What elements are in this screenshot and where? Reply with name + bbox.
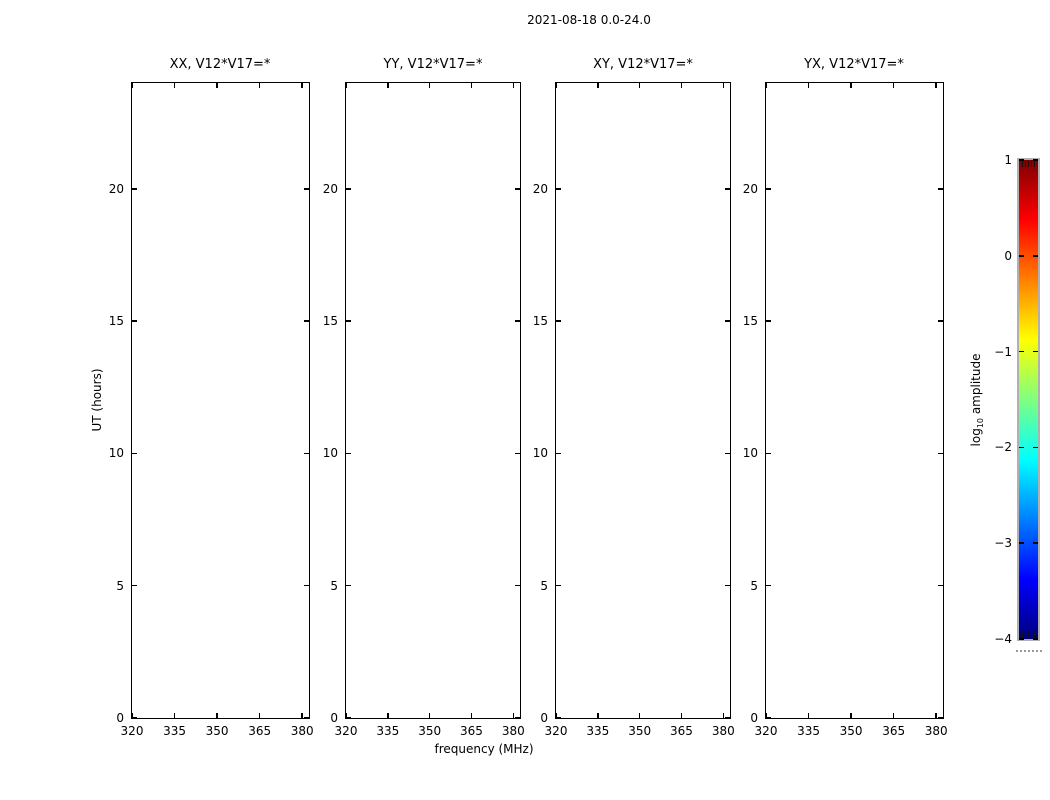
x-tick xyxy=(471,83,473,88)
y-tick-label: 10 xyxy=(742,446,758,461)
colorbar-end-hatch xyxy=(1022,632,1023,638)
x-tick xyxy=(174,83,176,88)
colorbar-end-hatch xyxy=(1034,632,1035,638)
y-tick-label: 5 xyxy=(116,578,124,593)
colorbar-label-subscript: 10 xyxy=(976,417,986,429)
y-tick xyxy=(132,188,137,190)
subplot-title-xy: XY, V12*V17=* xyxy=(593,57,693,72)
colorbar-end-hatch xyxy=(1031,161,1032,167)
x-tick-label: 380 xyxy=(711,724,735,738)
colorbar-gradient xyxy=(1019,160,1038,639)
x-tick xyxy=(893,83,895,88)
colorbar-tick xyxy=(1033,351,1038,353)
y-tick xyxy=(556,320,561,322)
y-tick-label: 10 xyxy=(532,446,548,461)
x-tick xyxy=(808,83,810,88)
x-tick xyxy=(597,83,599,88)
colorbar-end-hatch xyxy=(1025,632,1026,638)
colorbar-tick xyxy=(1033,255,1038,257)
y-tick xyxy=(132,453,137,455)
subplot-title-yy: YY, V12*V17=* xyxy=(383,57,483,72)
x-tick xyxy=(259,83,261,88)
x-tick-label: 335 xyxy=(797,724,820,738)
y-tick-label: 20 xyxy=(108,181,124,196)
subplot-xx xyxy=(108,82,314,738)
y-tick-label: 5 xyxy=(330,578,338,593)
y-tick xyxy=(766,585,771,587)
colorbar-bottom-dots xyxy=(1016,650,1042,652)
x-tick-label: 350 xyxy=(628,724,652,738)
colorbar-tick-label: 0 xyxy=(1004,248,1012,263)
colorbar xyxy=(994,153,1040,646)
colorbar-label-suffix: amplitude xyxy=(968,353,983,418)
figure-title: 2021-08-18 0.0-24.0 xyxy=(527,13,651,27)
colorbar-end-hatch xyxy=(1028,632,1029,638)
colorbar-end-hatch xyxy=(1034,161,1035,167)
x-tick xyxy=(850,83,852,88)
x-tick xyxy=(345,83,347,88)
y-tick-label: 0 xyxy=(330,711,338,725)
x-tick-label: 365 xyxy=(248,724,272,738)
x-tick xyxy=(723,83,725,88)
x-tick-label: 335 xyxy=(163,724,186,738)
x-tick-label: 365 xyxy=(670,724,693,738)
x-tick xyxy=(301,713,303,718)
colorbar-tick xyxy=(1019,447,1024,449)
y-tick-label: 15 xyxy=(532,314,548,329)
y-tick xyxy=(132,717,137,719)
y-axis-label: UT (hours) xyxy=(90,368,104,432)
colorbar-end-hatch xyxy=(1031,632,1032,638)
y-tick xyxy=(938,585,943,587)
colorbar-tick-label: −4 xyxy=(994,632,1012,646)
y-tick-label: 5 xyxy=(540,578,548,593)
x-tick-label: 350 xyxy=(205,724,229,738)
y-tick xyxy=(766,320,771,322)
x-tick-label: 320 xyxy=(754,724,778,738)
y-tick xyxy=(346,320,351,322)
x-tick xyxy=(387,83,389,88)
y-tick xyxy=(132,320,137,322)
colorbar-end-hatch xyxy=(1022,161,1023,167)
x-tick xyxy=(471,713,473,718)
y-tick-label: 10 xyxy=(108,446,124,461)
x-tick xyxy=(301,83,303,88)
x-tick xyxy=(765,83,767,88)
colorbar-tick xyxy=(1033,447,1038,449)
subplot-title-yx: YX, V12*V17=* xyxy=(804,57,904,72)
x-tick xyxy=(935,713,937,718)
y-tick xyxy=(346,717,351,719)
x-tick xyxy=(808,713,810,718)
x-tick-label: 335 xyxy=(376,724,400,738)
colorbar-tick xyxy=(1019,255,1024,257)
y-tick-label: 20 xyxy=(742,181,758,196)
y-tick-label: 0 xyxy=(540,711,548,725)
y-tick xyxy=(132,585,137,587)
y-tick xyxy=(938,717,943,719)
y-tick xyxy=(556,717,561,719)
x-tick-label: 320 xyxy=(334,724,358,738)
colorbar-end-hatch xyxy=(1025,161,1026,167)
colorbar-end-hatch xyxy=(1028,161,1029,167)
x-tick xyxy=(429,83,431,88)
x-tick-label: 380 xyxy=(924,724,948,738)
x-tick-label: 350 xyxy=(839,724,863,738)
x-tick-label: 320 xyxy=(120,724,144,738)
x-tick-label: 365 xyxy=(460,724,483,738)
subplot-yy xyxy=(322,82,525,738)
x-tick xyxy=(639,713,641,718)
colorbar-tick-label: 1 xyxy=(1004,153,1012,167)
y-tick xyxy=(556,585,561,587)
colorbar-tick xyxy=(1033,638,1038,640)
y-tick-label: 0 xyxy=(750,711,758,725)
x-tick xyxy=(259,713,261,718)
y-tick-label: 0 xyxy=(116,711,124,725)
x-tick xyxy=(681,713,683,718)
colorbar-tick-label: −1 xyxy=(994,344,1012,359)
y-tick xyxy=(938,320,943,322)
x-tick-label: 365 xyxy=(882,724,906,738)
colorbar-tick-label: −2 xyxy=(994,440,1012,455)
y-tick-label: 20 xyxy=(532,181,548,196)
x-tick xyxy=(131,83,133,88)
y-tick xyxy=(766,453,771,455)
colorbar-tick xyxy=(1019,638,1024,640)
subplot-yx xyxy=(742,82,948,738)
x-tick xyxy=(639,83,641,88)
y-tick xyxy=(766,188,771,190)
colorbar-tick xyxy=(1033,542,1038,544)
x-tick-label: 380 xyxy=(501,724,525,738)
y-tick xyxy=(938,453,943,455)
x-tick xyxy=(429,713,431,718)
x-tick xyxy=(216,713,218,718)
colorbar-tick xyxy=(1019,351,1024,353)
y-tick-label: 15 xyxy=(108,314,124,329)
subplot-xy xyxy=(532,82,735,738)
x-tick xyxy=(850,713,852,718)
x-tick xyxy=(893,713,895,718)
x-axis-label: frequency (MHz) xyxy=(434,742,534,756)
y-tick xyxy=(766,717,771,719)
x-tick xyxy=(174,713,176,718)
colorbar-label xyxy=(969,354,985,447)
x-tick xyxy=(387,713,389,718)
x-tick-label: 380 xyxy=(290,724,314,738)
y-tick-label: 15 xyxy=(322,314,338,329)
x-tick xyxy=(935,83,937,88)
x-tick-label: 320 xyxy=(544,724,568,738)
x-tick-label: 335 xyxy=(586,724,610,738)
x-tick xyxy=(513,83,515,88)
subplot-title-xx: XX, V12*V17=* xyxy=(169,57,271,72)
y-tick-label: 20 xyxy=(322,181,338,196)
y-tick xyxy=(556,188,561,190)
colorbar-tick xyxy=(1019,542,1024,544)
x-tick xyxy=(597,713,599,718)
y-tick-label: 5 xyxy=(750,578,758,593)
x-tick xyxy=(216,83,218,88)
x-tick xyxy=(681,83,683,88)
x-tick xyxy=(555,83,557,88)
y-tick xyxy=(346,453,351,455)
colorbar-label-prefix: log xyxy=(968,428,983,447)
y-tick xyxy=(346,585,351,587)
y-tick xyxy=(346,188,351,190)
y-tick-label: 15 xyxy=(742,314,758,329)
y-tick xyxy=(938,188,943,190)
y-tick xyxy=(556,453,561,455)
colorbar-tick-label: −3 xyxy=(994,536,1012,551)
y-tick-label: 10 xyxy=(322,446,338,461)
x-tick-label: 350 xyxy=(418,724,442,738)
